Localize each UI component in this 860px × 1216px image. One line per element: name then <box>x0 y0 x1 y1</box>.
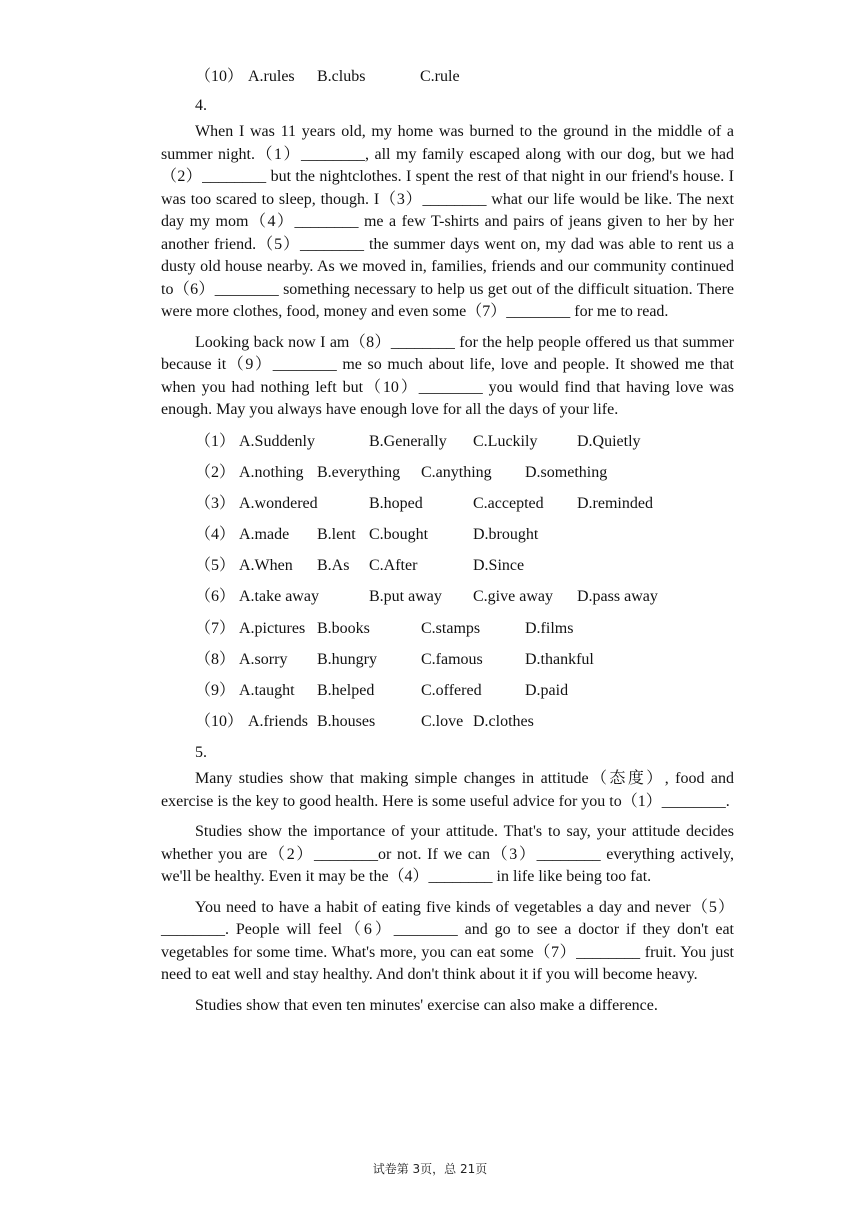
question-number-5: 5. <box>195 744 207 762</box>
q5-passage-paragraph-2: Studies show the importance of your attitude. That's to say, your attitude decides whether you are（2）________or not. If we can（3）________ everything actively, we'll be healthy. Even it may be the（4）________ in life like being too fat. <box>161 823 734 886</box>
option-d: D.pass away <box>577 588 658 606</box>
q4-option-row <box>161 613 734 644</box>
option-b: B.everything <box>317 463 401 481</box>
option-d: D.brought <box>473 526 539 544</box>
q4-option-row <box>161 426 734 457</box>
q5-passage-paragraph-1: Many studies show that making simple changes in attitude（态度）, food and exercise is the key to good health. Here is some useful advice for you to（1）________. <box>161 770 734 810</box>
option-b: B.hungry <box>317 650 377 668</box>
q4-option-row <box>161 519 734 550</box>
q4-options-list <box>161 426 734 738</box>
option-a: A.nothing <box>239 463 304 481</box>
option-c: C.famous <box>421 650 483 668</box>
option-b: B.clubs <box>317 68 366 85</box>
option-c: C.give away <box>473 588 553 606</box>
option-a: A.wondered <box>239 494 318 512</box>
option-b: B.As <box>317 557 350 575</box>
option-b: B.hoped <box>369 494 423 512</box>
option-c: C.offered <box>421 682 482 699</box>
option-number: （8） <box>195 650 236 668</box>
option-number: （1） <box>195 432 236 450</box>
option-number: （3） <box>195 494 236 512</box>
option-number: （10） <box>195 68 244 85</box>
option-c: C.Luckily <box>473 432 538 450</box>
option-a: A.made <box>239 526 290 544</box>
option-c: C.anything <box>421 463 492 481</box>
option-b: B.houses <box>317 713 376 731</box>
option-d: D.Quietly <box>577 432 641 450</box>
option-c: C.After <box>369 557 418 575</box>
option-b: B.Generally <box>369 432 447 450</box>
option-b: B.helped <box>317 682 375 699</box>
option-a: A.friends <box>248 713 308 731</box>
option-number: （9） <box>195 682 236 699</box>
q4-option-row <box>161 581 734 612</box>
option-c: C.stamps <box>421 619 481 637</box>
option-d: D.Since <box>473 557 525 575</box>
q4-option-row <box>161 644 734 675</box>
q4-option-row <box>161 675 734 706</box>
page-footer: 试卷第 3页，总 21页 <box>372 1162 488 1176</box>
option-a: A.pictures <box>239 619 306 637</box>
option-a: A.When <box>239 557 293 575</box>
option-c: C.bought <box>369 526 429 544</box>
option-c: C.accepted <box>473 494 544 512</box>
q4-passage-paragraph-2: Looking back now I am（8）________ for the help people offered us that summer because it（9）________ me so much about life, love and people. It showed me that when you had nothing left but（10）________ you would find that having love was enough. May you always have enough love for all the days of your life. <box>161 333 734 418</box>
option-d: D.reminded <box>577 494 653 512</box>
option-number: （2） <box>195 463 236 481</box>
option-number: （4） <box>195 526 236 544</box>
option-c: C.love <box>421 713 464 731</box>
option-number: （6） <box>195 588 236 606</box>
option-d: D.films <box>525 619 574 637</box>
page-content <box>161 64 734 1017</box>
option-a: A.sorry <box>239 650 288 668</box>
q4-passage-paragraph-1: When I was 11 years old, my home was burned to the ground in the middle of a summer night.（1）________, all my family escaped along with our dog, but we had（2）________ but the nightclothes. I spent the rest of that night in our friend's house. I was too scared to sleep, though. I（3）________ what our life would be like. The next day my mom（4）________ me a few T-shirts and pairs of jeans given to her by her another friend.（5）________ the summer days went on, my dad was able to rent us a dusty old house nearby. As we moved in, families, friends and our community continued to（6）________ something necessary to help us get out of the difficult situation. There were more clothes, food, money and even some（7）________ for me to read. <box>161 123 734 320</box>
q4-option-row <box>161 457 734 488</box>
option-b: B.put away <box>369 588 442 606</box>
option-d: D.thankful <box>525 650 594 668</box>
option-a: A.Suddenly <box>239 432 315 450</box>
option-number: （7） <box>195 619 236 637</box>
question-number-4: 4. <box>195 97 207 114</box>
option-b: B.lent <box>317 526 356 544</box>
option-a: A.rules <box>248 68 295 85</box>
option-b: B.books <box>317 619 370 637</box>
q4-option-row <box>161 488 734 519</box>
q3-option-row-10 <box>161 64 734 90</box>
q5-passage-paragraph-4: Studies show that even ten minutes' exercise can also make a difference. <box>195 996 658 1014</box>
option-number: （10） <box>195 713 244 731</box>
q4-option-row <box>161 706 734 737</box>
option-number: （5） <box>195 557 236 575</box>
option-d: D.something <box>525 463 608 481</box>
option-c: C.rule <box>420 68 460 85</box>
option-d: D.paid <box>525 682 569 699</box>
q4-option-row <box>161 550 734 581</box>
option-a: A.taught <box>239 682 295 699</box>
option-d: D.clothes <box>473 713 534 731</box>
option-a: A.take away <box>239 588 319 606</box>
q5-passage-paragraph-3: You need to have a habit of eating five kinds of vegetables a day and never（5）________. People will feel（6）________ and go to see a doctor if they don't eat vegetables for some time. What's more, you can eat some（7）________ fruit. You just need to eat well and stay healthy. And don't think about it if you will become heavy. <box>161 898 734 984</box>
